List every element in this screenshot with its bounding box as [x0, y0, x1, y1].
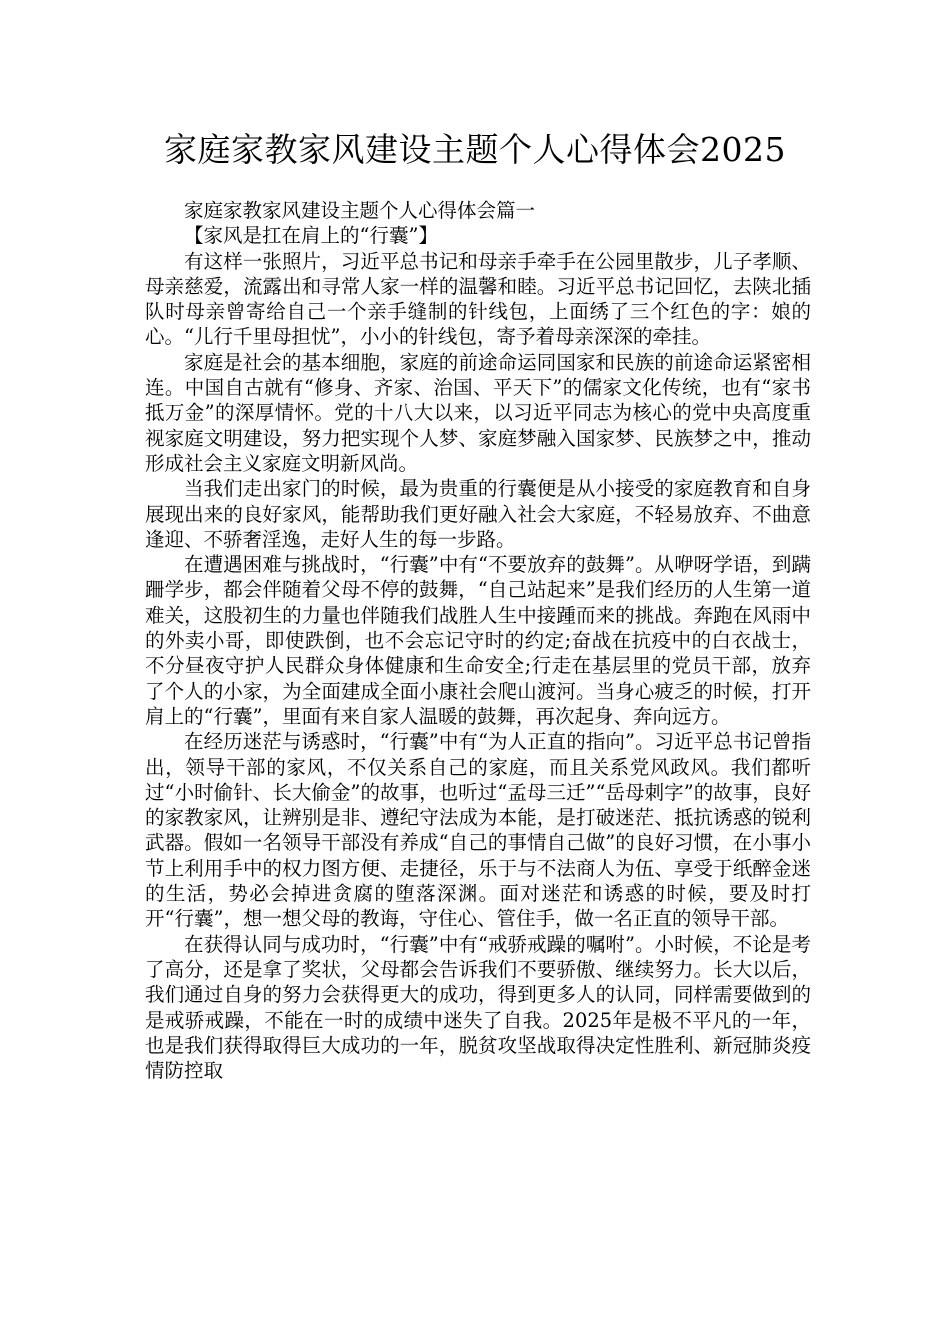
- paragraph: 家庭是社会的基本细胞，家庭的前途命运同国家和民族的前途命运紧密相连。中国自古就有“修身、齐家、治国、平天下”的儒家文化传统，也有“家书抵万金”的深厚情怀。党的十八大以来，以习近平同志为核心的党中央高度重视家庭文明建设，努力把实现个人梦、家庭梦融入国家梦、民族梦之中，推动形成社会主义家庭文明新风尚。: [145, 350, 811, 475]
- document-title: 家庭家教家风建设主题个人心得体会2025: [164, 130, 786, 169]
- article-subtitle: 家庭家教家风建设主题个人心得体会篇一: [184, 199, 536, 222]
- paragraph: 有这样一张照片，习近平总书记和母亲手牵手在公园里散步，儿子孝顺、母亲慈爱，流露出和寻常人家一样的温馨和睦。习近平总书记回忆，去陕北插队时母亲曾寄给自己一个亲手缝制的针线包，上面绣了三个红色的字：娘的心。“儿行千里母担忧”，小小的针线包，寄予着母亲深深的牵挂。: [145, 249, 811, 349]
- paragraph: 在经历迷茫与诱惑时，“行囊”中有“为人正直的指向”。习近平总书记曾指出，领导干部的家风，不仅关系自己的家庭，而且关系党风政风。我们都听过“小时偷针、长大偷金”的故事，也听过“孟母三迁”“岳母刺字”的故事，良好的家教家风，让辨别是非、遵纪守法成为本能，是打破迷茫、抵抗诱惑的锐利武器。假如一名领导干部没有养成“自己的事情自己做”的良好习惯，在小事小节上利用手中的权力图方便、走捷径，乐于与不法商人为伍、享受于纸醉金迷的生活，势必会掉进贪腐的堕落深渊。面对迷茫和诱惑的时候，要及时打开“行囊”，想一想父母的教诲，守住心、管住手，做一名正直的领导干部。: [145, 730, 811, 931]
- paragraph: 当我们走出家门的时候，最为贵重的行囊便是从小接受的家庭教育和自身展现出来的良好家风，能帮助我们更好融入社会大家庭，不轻易放弃、不曲意逢迎、不骄奢淫逸，走好人生的每一步路。: [145, 477, 811, 551]
- section-heading: 【家风是扛在肩上的“行囊”】: [184, 224, 438, 248]
- paragraph: 在遭遇困难与挑战时，“行囊”中有“不要放弃的鼓舞”。从咿呀学语，到蹒跚学步，都会伴随着父母不停的鼓舞，“自己站起来”是我们经历的人生第一道难关，这股初生的力量也伴随我们战胜人生中接踵而来的挑战。奔跑在风雨中的外卖小哥，即使跌倒，也不会忘记守时的约定;奋战在抗疫中的白衣战士，不分昼夜守护人民群众身体健康和生命安全;行走在基层里的党员干部，放弃了个人的小家，为全面建成全面小康社会爬山渡河。当身心疲乏的时候，打开肩上的“行囊”，里面有来自家人温暖的鼓舞，再次起身、奔向远方。: [145, 553, 811, 728]
- paragraph: 在获得认同与成功时，“行囊”中有“戒骄戒躁的嘱咐”。小时候，不论是考了高分，还是拿了奖状，父母都会告诉我们不要骄傲、继续努力。长大以后，我们通过自身的努力会获得更大的成功，得到更多人的认同，同样需要做到的是戒骄戒躁，不能在一时的成绩中迷失了自我。2025年是极不平凡的一年，也是我们获得取得巨大成功的一年，脱贫攻坚战取得决定性胜利、新冠肺炎疫情防控取: [145, 932, 811, 1083]
- document-body: [145, 198, 811, 1083]
